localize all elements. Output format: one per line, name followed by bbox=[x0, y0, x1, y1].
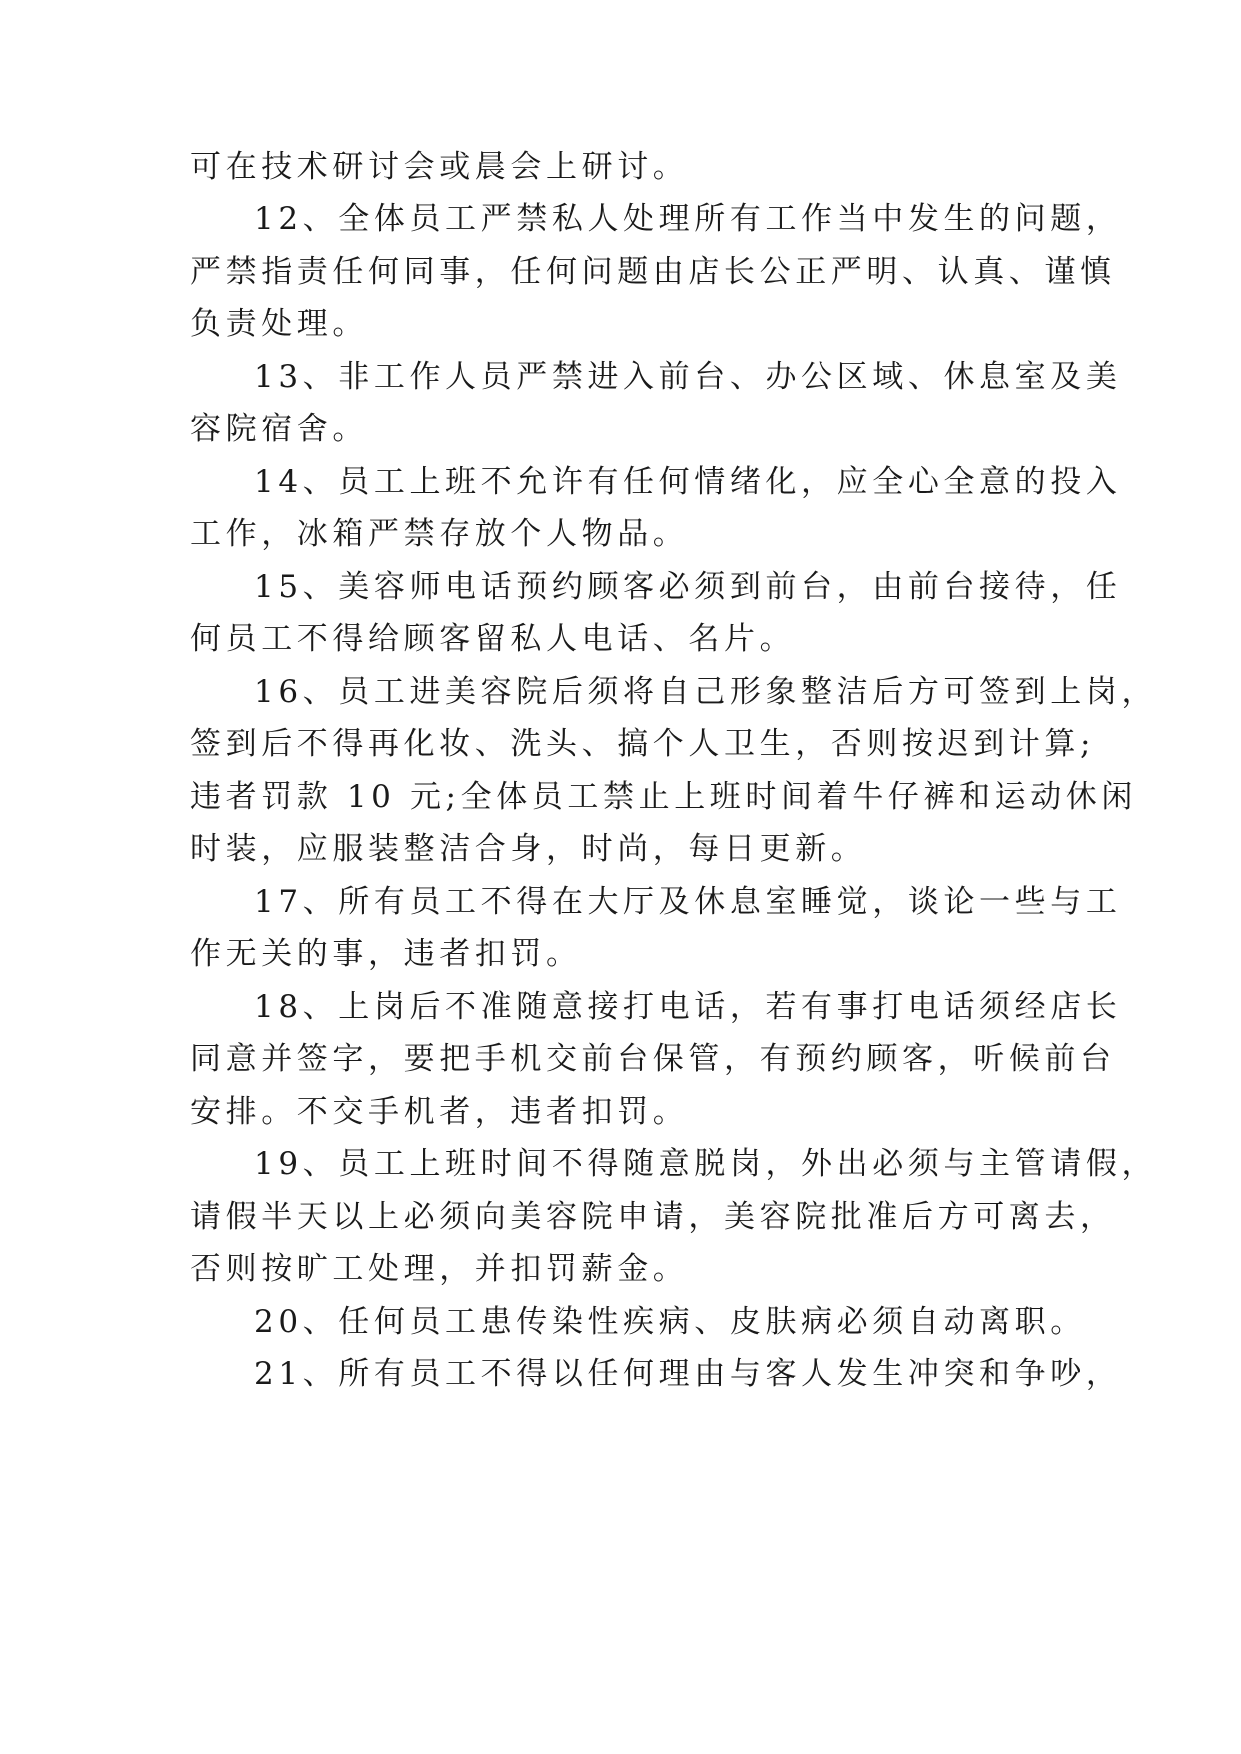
text-line: 18、上岗后不准随意接打电话，若有事打电话须经店长 bbox=[254, 989, 1122, 1025]
text-line: 17、所有员工不得在大厅及休息室睡觉，谈论一些与工 bbox=[254, 884, 1122, 920]
text-line: 何员工不得给顾客留私人电话、名片。 bbox=[190, 621, 796, 657]
text-line: 可在技术研讨会或晨会上研讨。 bbox=[190, 149, 689, 185]
text-line: 安排。不交手机者，违者扣罚。 bbox=[190, 1094, 689, 1130]
text-line: 同意并签字，要把手机交前台保管，有预约顾客，听候前台 bbox=[190, 1041, 1116, 1077]
text-line: 工作，冰箱严禁存放个人物品。 bbox=[190, 516, 689, 552]
text-line: 否则按旷工处理，并扣罚薪金。 bbox=[190, 1251, 689, 1287]
text-line: 12、全体员工严禁私人处理所有工作当中发生的问题， bbox=[254, 201, 1122, 237]
text-line: 严禁指责任何同事，任何问题由店长公正严明、认真、谨慎 bbox=[190, 254, 1116, 290]
text-line: 16、员工进美容院后须将自己形象整洁后方可签到上岗， bbox=[254, 674, 1158, 710]
text-line: 19、员工上班时间不得随意脱岗，外出必须与主管请假， bbox=[254, 1146, 1158, 1182]
text-line: 作无关的事，违者扣罚。 bbox=[190, 936, 582, 972]
text-line: 请假半天以上必须向美容院申请，美容院批准后方可离去， bbox=[190, 1199, 1116, 1235]
text-line: 20、任何员工患传染性疾病、皮肤病必须自动离职。 bbox=[254, 1304, 1086, 1340]
text-line: 15、美容师电话预约顾客必须到前台，由前台接待，任 bbox=[254, 569, 1122, 605]
text-line: 14、员工上班不允许有任何情绪化，应全心全意的投入 bbox=[254, 464, 1122, 500]
text-line: 时装，应服装整洁合身，时尚，每日更新。 bbox=[190, 831, 867, 867]
text-line: 21、所有员工不得以任何理由与客人发生冲突和争吵， bbox=[254, 1356, 1122, 1392]
text-line: 容院宿舍。 bbox=[190, 411, 368, 447]
text-line: 13、非工作人员严禁进入前台、办公区域、休息室及美 bbox=[254, 359, 1122, 395]
text-line: 违者罚款 10 元;全体员工禁止上班时间着牛仔裤和运动休闲 bbox=[190, 779, 1137, 815]
text-line: 负责处理。 bbox=[190, 306, 368, 342]
text-line: 签到后不得再化妆、洗头、搞个人卫生，否则按迟到计算; bbox=[190, 726, 1096, 762]
